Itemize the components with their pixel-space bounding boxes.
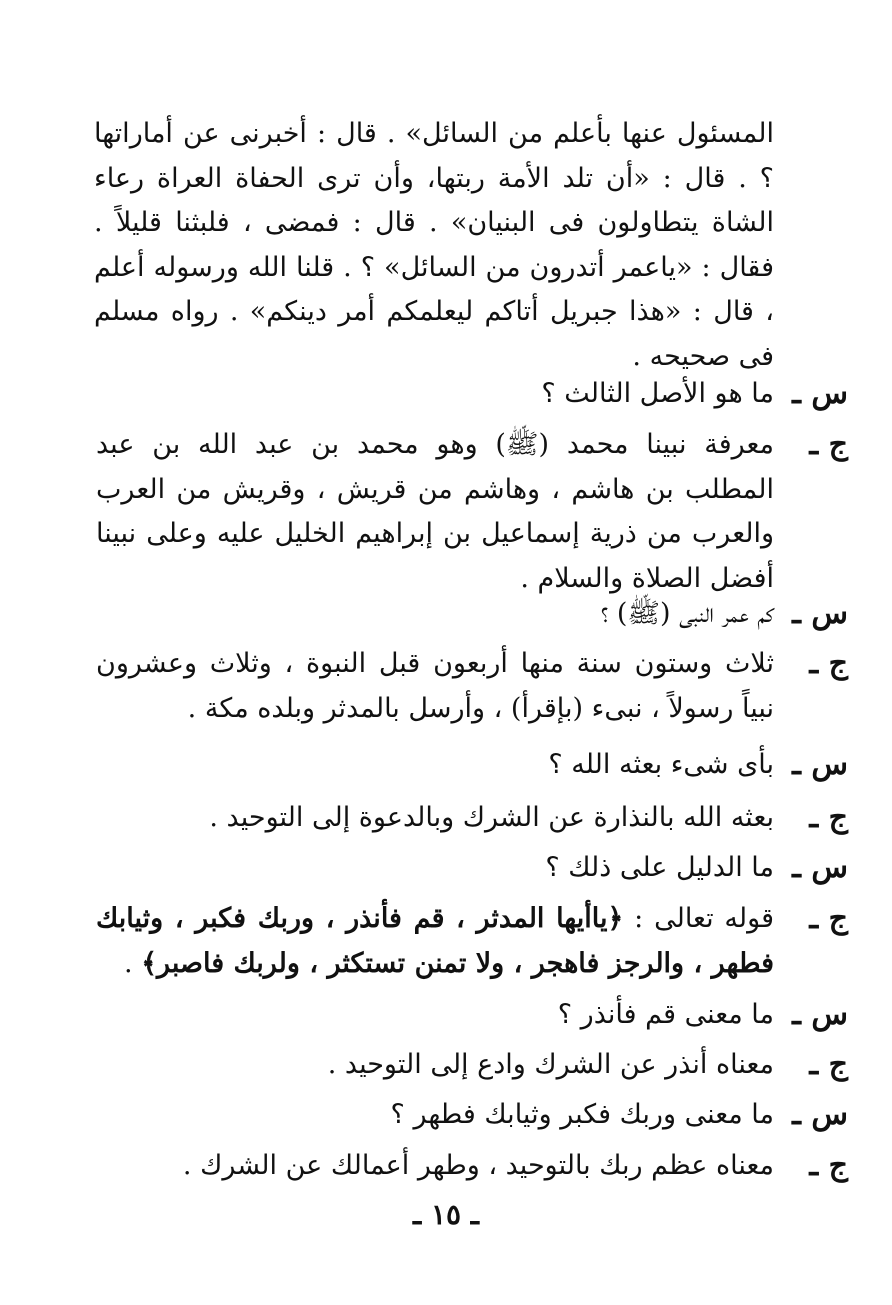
answer-3 <box>96 796 848 841</box>
quran-verse: ﴿ياأيها المدثر ، قم فأنذر ، وربك فكبر ، وثيابك فطهر ، والرجز فاهجر ، ولا تمنن تستكثر ، ولربك فاصبر﴾ <box>96 903 774 979</box>
question-marker: س ـ <box>792 1097 848 1132</box>
question-marker: س ـ <box>792 997 848 1032</box>
answer-marker: ج ـ <box>809 1047 848 1082</box>
answer-text <box>96 897 774 986</box>
page-number: ـ ١٥ ـ <box>413 1198 479 1231</box>
question-1 <box>96 372 848 417</box>
question-text: بأى شىء بعثه الله ؟ <box>548 749 774 780</box>
answer-marker: ج ـ <box>809 646 848 681</box>
answer-1 <box>96 423 848 601</box>
question-6 <box>96 1093 848 1138</box>
answer-marker: ج ـ <box>809 800 848 835</box>
question-text: ما معنى وربك فكبر وثيابك فطهر ؟ <box>390 1099 774 1130</box>
question-5 <box>96 993 848 1038</box>
question-text: ما هو الأصل الثالث ؟ <box>541 378 774 409</box>
question-text: ما معنى قم فأنذر ؟ <box>557 999 774 1030</box>
question-text: ما الدليل على ذلك ؟ <box>545 852 774 883</box>
answer-text: معرفة نبينا محمد (ﷺ) وهو محمد بن عبد الله بن عبد المطلب بن هاشم ، وهاشم من قريش ، وقريش من العرب والعرب من ذرية إسماعيل بن إبراهيم الخليل عليه وعلى نبينا أفضل الصلاة والسلام . <box>96 429 774 594</box>
answer-4 <box>96 897 848 986</box>
question-marker: س ـ <box>792 747 848 782</box>
question-marker: س ـ <box>792 850 848 885</box>
answer-6 <box>96 1144 848 1189</box>
hadith-text: المسئول عنها بأعلم من السائل» . قال : أخبرنى عن أماراتها ؟ . قال : «أن تلد الأمة ربتها، وأن ترى الحفاة العراة رعاء الشاة يتطاولون فى البنيان» . قال : فمضى ، فلبثنا قليلاً . فقال : «ياعمر أتدرون من السائل» ؟ . قلنا الله ورسوله أعلم ، قال : «هذا جبريل أتاكم ليعلمكم أمر دينكم» . رواه مسلم فى صحيحه . <box>94 118 774 372</box>
answer-marker: ج ـ <box>809 1148 848 1183</box>
answer-marker: ج ـ <box>809 901 848 936</box>
question-3 <box>96 743 848 788</box>
answer-intro: قوله تعالى : <box>623 903 774 934</box>
answer-5 <box>96 1043 848 1088</box>
answer-text: معناه أنذر عن الشرك وادع إلى التوحيد . <box>327 1049 774 1080</box>
answer-text: ثلاث وستون سنة منها أربعون قبل النبوة ، وثلاث وعشرون نبياً رسولاً ، نبىء (بإقرأ) ، وأرسل بالمدثر وبلده مكة . <box>96 648 774 724</box>
answer-end: . <box>124 947 142 979</box>
question-marker: س ـ <box>792 376 848 411</box>
question-2 <box>96 592 848 637</box>
question-text: كم عمر النبى (ﷺ) ؟ <box>600 598 774 629</box>
answer-text: بعثه الله بالنذارة عن الشرك وبالدعوة إلى التوحيد . <box>209 802 774 833</box>
hadith-continuation <box>94 112 774 379</box>
question-marker: س ـ <box>792 596 848 631</box>
answer-2 <box>96 642 848 731</box>
answer-text: معناه عظم ربك بالتوحيد ، وطهر أعمالك عن الشرك . <box>182 1150 774 1181</box>
answer-marker: ج ـ <box>809 427 848 462</box>
question-4 <box>96 846 848 891</box>
